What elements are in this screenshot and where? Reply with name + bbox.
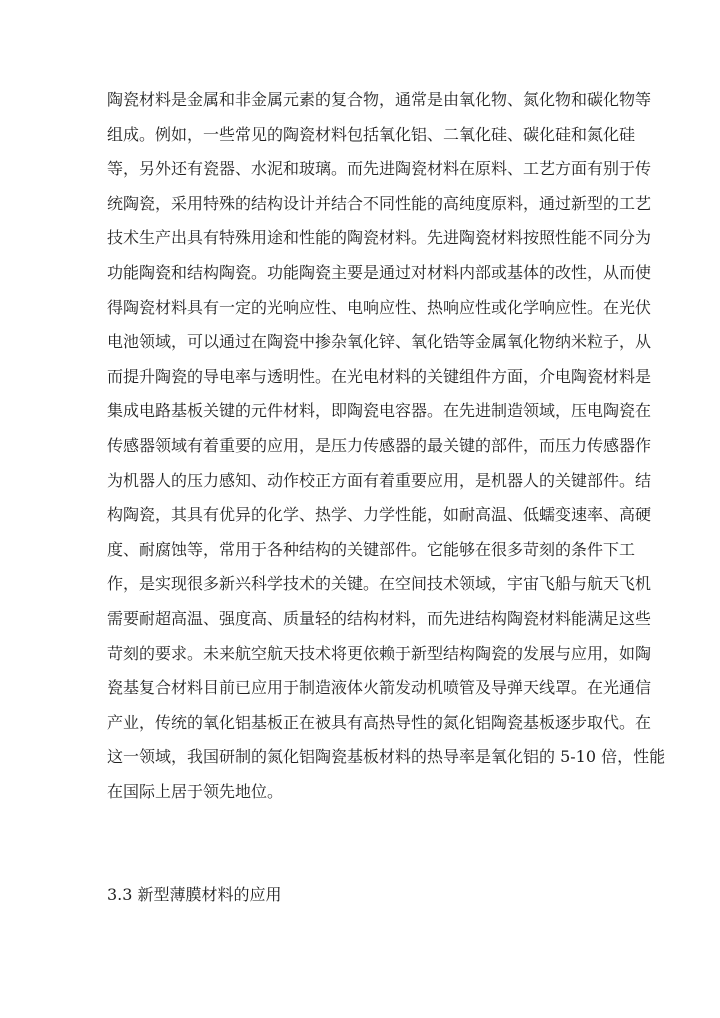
paragraph-line: 为机器人的压力感知、动作校正方面有着重要应用，是机器人的关键部件。结 (107, 470, 652, 490)
paragraph-line: 构陶瓷，其具有优异的化学、热学、力学性能，如耐高温、低蠕变速率、高硬 (107, 505, 652, 525)
paragraph-line: 需要耐超高温、强度高、质量轻的结构材料，而先进结构陶瓷材料能满足这些 (107, 608, 652, 628)
paragraph-line: 统陶瓷，采用特殊的结构设计并结合不同性能的高纯度原料，通过新型的工艺 (107, 193, 652, 213)
paragraph-line: 电池领域，可以通过在陶瓷中掺杂氧化锌、氧化锆等金属氧化物纳米粒子，从 (107, 332, 652, 352)
paragraph-line: 功能陶瓷和结构陶瓷。功能陶瓷主要是通过对材料内部或基体的改性，从而使 (107, 262, 652, 282)
paragraph-line: 得陶瓷材料具有一定的光响应性、电响应性、热响应性或化学响应性。在光伏 (107, 297, 652, 317)
section-heading: 3.3 新型薄膜材料的应用 (107, 885, 282, 904)
paragraph-line: 度、耐腐蚀等，常用于各种结构的关键部件。它能够在很多苛刻的条件下工 (107, 539, 636, 559)
paragraph-line: 作，是实现很多新兴科学技术的关键。在空间技术领域，宇宙飞船与航天飞机 (107, 574, 652, 594)
paragraph-line: 集成电路基板关键的元件材料，即陶瓷电容器。在先进制造领域，压电陶瓷在 (107, 401, 652, 421)
paragraph-line: 传感器领域有着重要的应用，是压力传感器的最关键的部件，而压力传感器作 (107, 435, 652, 455)
paragraph-line: 在国际上居于领先地位。 (107, 781, 284, 801)
paragraph-line: 瓷基复合材料目前已应用于制造液体火箭发动机喷管及导弹天线罩。在光通信 (107, 678, 652, 698)
paragraph-line: 苛刻的要求。未来航空航天技术将更依赖于新型结构陶瓷的发展与应用，如陶 (107, 643, 652, 663)
paragraph-line: 组成。例如，一些常见的陶瓷材料包括氧化铝、二氧化硅、碳化硅和氮化硅 (107, 124, 636, 144)
paragraph-line: 这一领域，我国研制的氮化铝陶瓷基板材料的热导率是氧化铝的 5-10 倍，性能 (107, 747, 666, 767)
body-paragraph (107, 83, 666, 809)
paragraph-line: 等，另外还有瓷器、水泥和玻璃。而先进陶瓷材料在原料、工艺方面有别于传 (107, 159, 652, 179)
paragraph-line: 技术生产出具有特殊用途和性能的陶瓷材料。先进陶瓷材料按照性能不同分为 (107, 228, 652, 248)
paragraph-line: 而提升陶瓷的导电率与透明性。在光电材料的关键组件方面，介电陶瓷材料是 (107, 366, 652, 386)
paragraph-line: 产业，传统的氧化铝基板正在被具有高热导性的氮化铝陶瓷基板逐步取代。在 (107, 712, 652, 732)
paragraph-line: 陶瓷材料是金属和非金属元素的复合物，通常是由氧化物、氮化物和碳化物等 (107, 90, 652, 109)
